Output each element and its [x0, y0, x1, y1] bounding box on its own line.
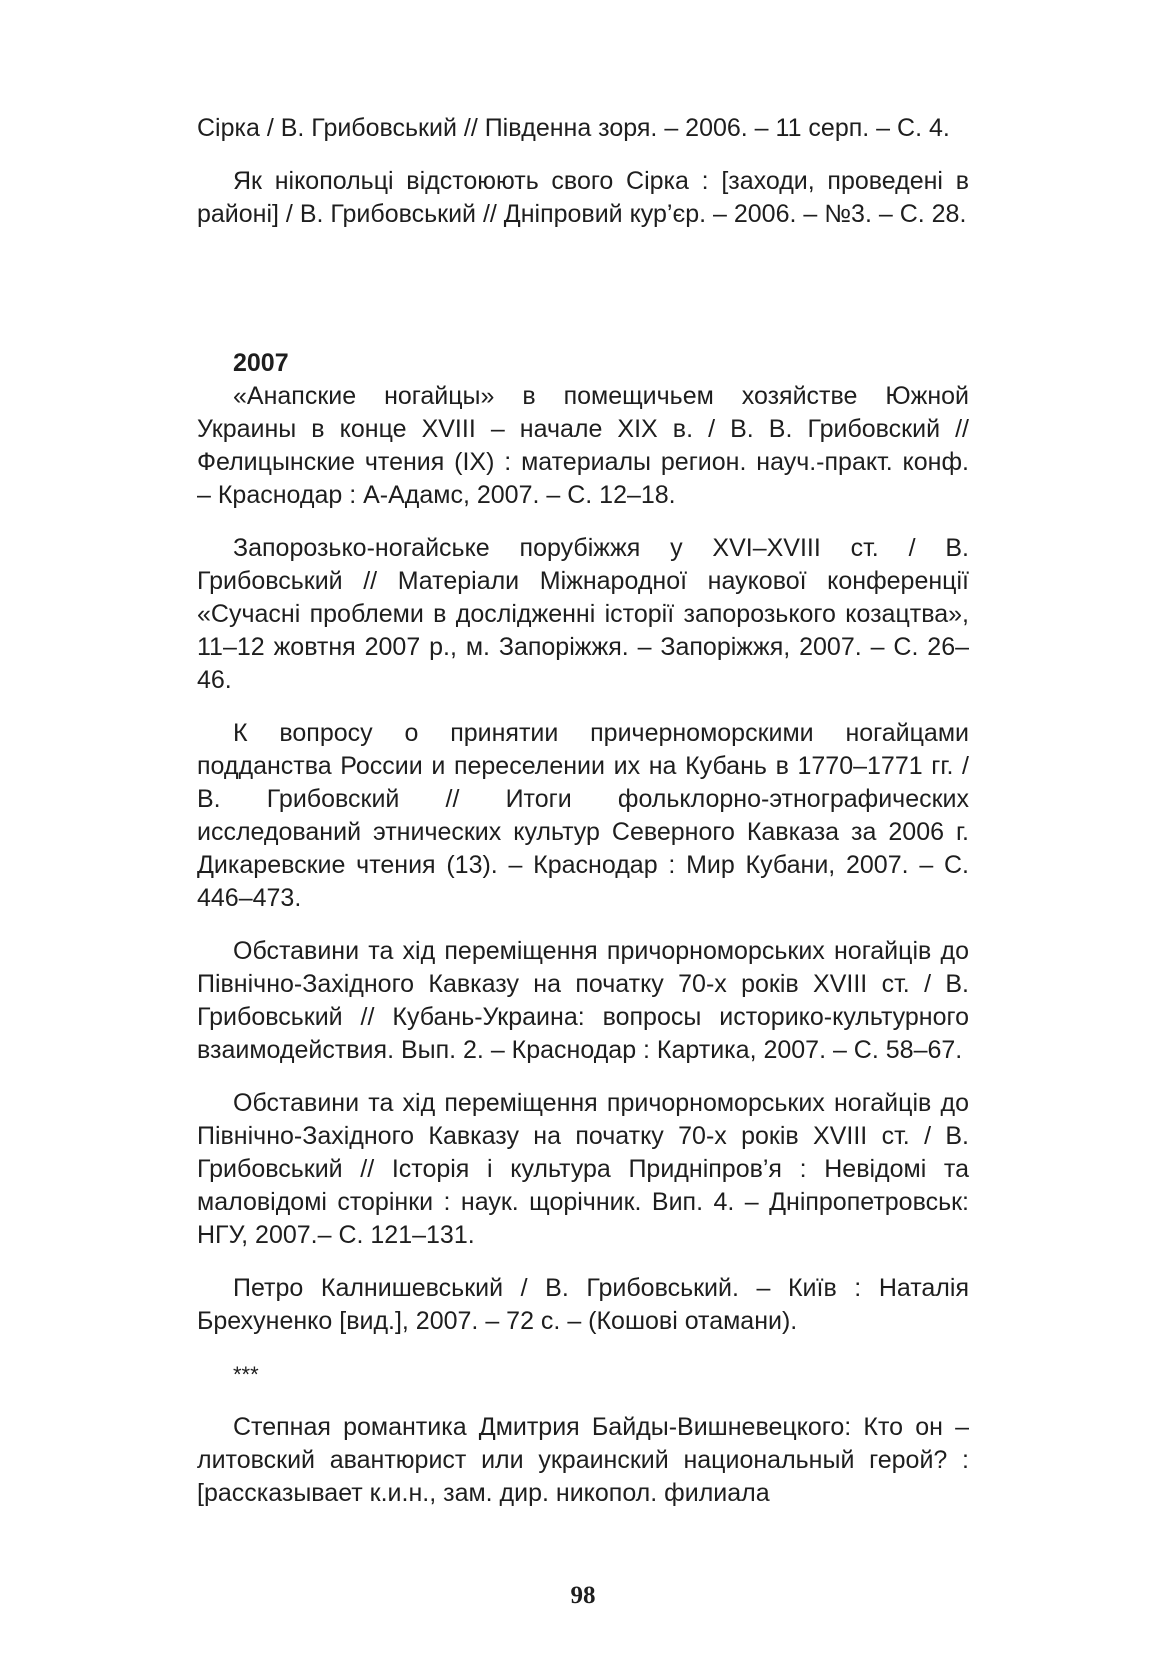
- bibliography-entry: К вопросу о принятии причерноморскими ногайцами подданства России и переселении их на Кубань в 1770–1771 гг. / В. Грибовский // Итоги фольклорно-этнографических исследований этнических культур Северного Кавказа за 2006 г. Дикаревские чтения (13). – Краснодар : Мир Кубани, 2007. – С. 446–473.: [197, 719, 969, 912]
- bibliography-entry: «Анапские ногайцы» в помещичьем хозяйстве Южной Украины в конце XVIII – начале XIX в. / В. В. Грибовский // Фелицынские чтения (IX) : материалы регион. науч.-практ. конф. – Краснодар : А-Адамс, 2007. – С. 12–18.: [197, 382, 969, 509]
- bibliography-entry: Як нікопольці відстоюють свого Сірка : [заходи, проведені в районі] / В. Грибовський // Дніпровий кур’єр. – 2006. – №3. – С. 28.: [197, 167, 969, 228]
- entries-2007: [197, 380, 969, 1530]
- bibliography-entry: Петро Калнишевський / В. Грибовський. – Київ : Наталія Брехуненко [вид.], 2007. – 72 с. – (Кошові отамани).: [197, 1274, 969, 1335]
- entries-2006-tail: [197, 112, 969, 251]
- section-separator: ***: [233, 1362, 259, 1387]
- bibliography-entry: Сірка / В. Грибовський // Південна зоря. – 2006. – 11 серп. – С. 4.: [197, 114, 950, 142]
- bibliography-entry: Степная романтика Дмитрия Байды-Вишневецкого: Кто он – литовский авантюрист или украинский национальный герой? : [рассказывает к.и.н., зам. дир. никопол. филиала: [197, 1413, 969, 1507]
- page-number: 98: [570, 1582, 596, 1609]
- bibliography-entry: Запорозько-ногайське порубіжжя у XVI–XVIII ст. / В. Грибовський // Матеріали Міжнародної наукової конференції «Сучасні проблеми в дослідженні історії запорозького козацтва», 11–12 жовтня 2007 р., м. Запоріжжя. – Запоріжжя, 2007. – С. 26–46.: [197, 534, 969, 694]
- bibliography-entry: Обставини та хід переміщення причорноморських ногайців до Північно-Західного Кавказу на початку 70-х років XVIII ст. / В. Грибовський // Кубань-Украина: вопросы историко-культурного взаимодействия. Вып. 2. – Краснодар : Картика, 2007. – С. 58–67.: [197, 937, 969, 1064]
- year-heading: 2007: [233, 349, 289, 377]
- bibliography-entry: Обставини та хід переміщення причорноморських ногайців до Північно-Західного Кавказу на початку 70-х років XVIII ст. / В. Грибовський // Історія і культура Придніпров’я : Невідомі та маловідомі сторінки : наук. щорічник. Вип. 4. – Дніпропетровськ: НГУ, 2007.– С. 121–131.: [197, 1089, 969, 1249]
